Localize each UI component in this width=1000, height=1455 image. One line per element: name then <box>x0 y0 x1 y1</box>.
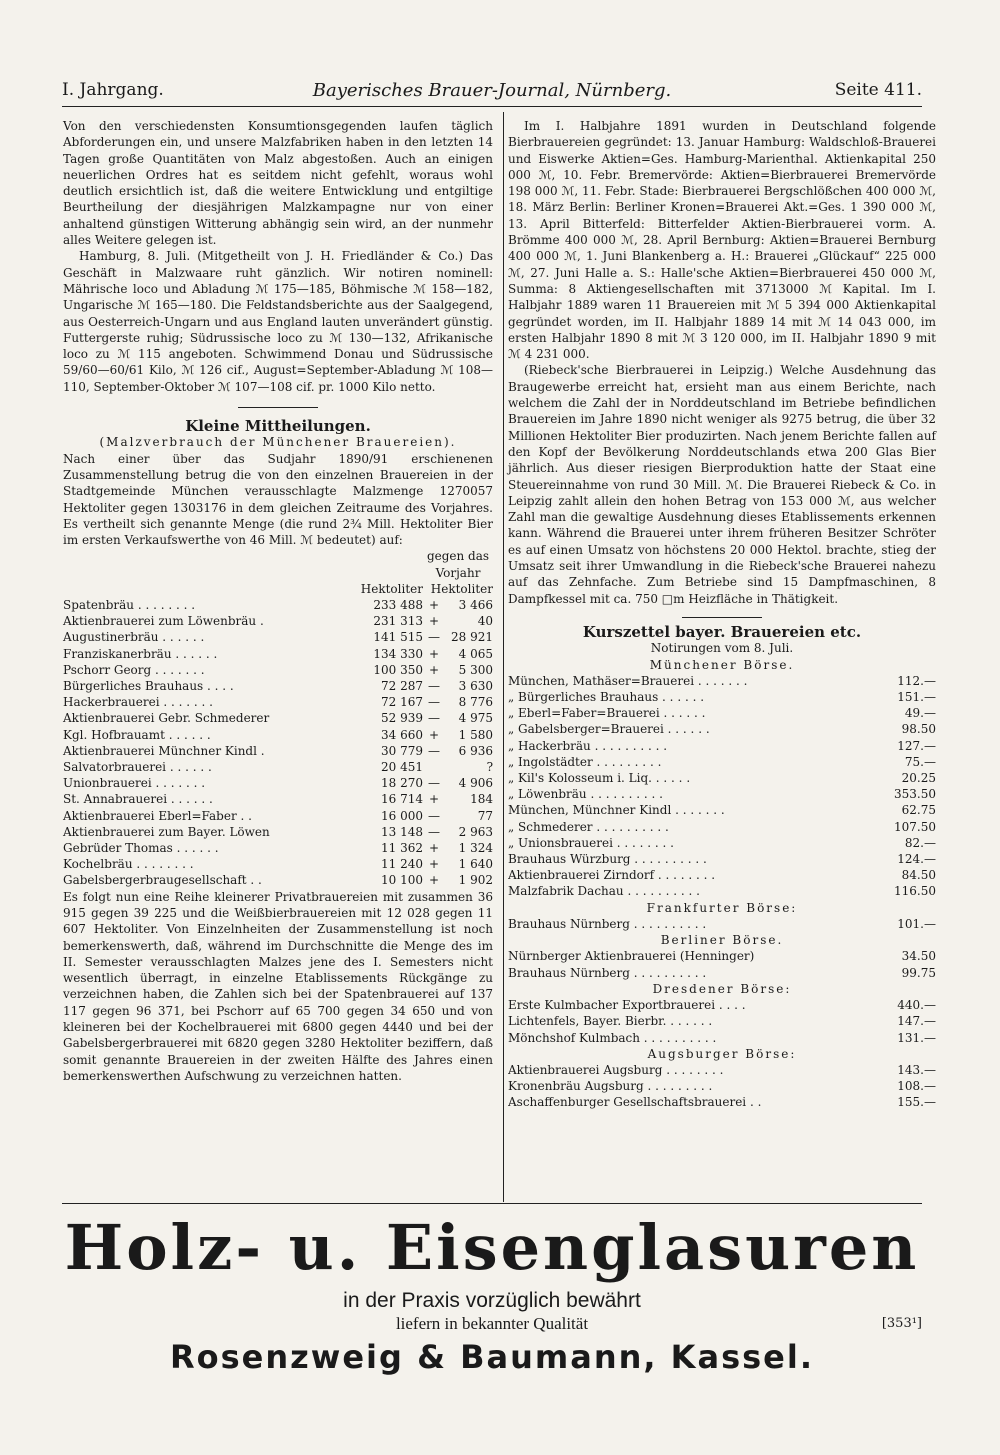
change-sign: — <box>428 679 440 694</box>
quote-name: „ Eberl=Faber=Brauerei . . . . . . <box>508 706 706 721</box>
quote-name: „ Unionsbrauerei . . . . . . . . <box>508 835 674 850</box>
quote-row <box>508 883 936 899</box>
quote-row <box>508 965 936 981</box>
ad-line-1: in der Praxis vorzüglich bewährt <box>343 1289 641 1312</box>
page-number: Seite 411. <box>834 80 922 100</box>
quote-value: 155.— <box>897 1095 936 1110</box>
quote-value: 62.75 <box>901 803 936 818</box>
brewery-name: Salvatorbrauerei . . . . . . <box>63 760 212 775</box>
quote-name: Brauhaus Würzburg . . . . . . . . . . <box>508 852 707 867</box>
quote-name: „ Kil's Kolosseum i. Liq. . . . . . <box>508 771 691 786</box>
exchange-frankfurt: Frankfurter Börse: <box>646 900 798 915</box>
quote-name: Erste Kulmbacher Exportbrauerei . . . . <box>508 998 746 1013</box>
table-row <box>63 808 493 824</box>
quotation-date: Notirungen vom 8. Juli. <box>650 641 794 656</box>
hectoliter-value: 13 148 <box>381 824 423 839</box>
table-row <box>63 613 493 629</box>
change-value: 4 065 <box>458 646 493 661</box>
change-value: 2 963 <box>458 824 493 839</box>
quote-name: Mönchshof Kulmbach . . . . . . . . . . <box>508 1030 717 1045</box>
malt-report-paragraph: Von den verschiedensten Konsumtionsgegenden laufen täglich Abforderungen ein, und unsere Malzfabriken haben in den letzten 14 Tagen große Quantitäten von Malz abgestoßen. Auch an einigen neuerlichen Ordres hat es seitdem nicht gefehlt, woraus wohl deutlich ersichtlich ist, daß die weitere Entwicklung und entgiltige Beurtheilung der diesjährigen Malzkampagne nur von einer anhaltend günstigen Witterung abhängig sein wird, an der nunmehr alles Weitere gelegen ist. <box>63 119 493 248</box>
exchange-muenchen: Münchener Börse. <box>649 657 795 672</box>
change-sign: — <box>428 824 440 839</box>
table-row <box>63 759 493 775</box>
quote-row <box>508 997 936 1013</box>
riebeck-paragraph: (Riebeck'sche Bierbrauerei in Leipzig.) Welche Ausdehnung das Braugewerbe erreicht hat, ersieht man aus einem Berichte, nach welchem die Zahl der in Norddeutschland im Betriebe befindlichen Brauereien im Jahre 1890 nicht weniger als 9275 betrug, die über 32 Millionen Hektoliter Bier produzirten. Nach jenem Berichte fallen auf den Kopf der Bevölkerung Norddeutschlands etwa 200 Glas Bier jährlich. Aus dieser riesigen Bierproduktion hatte der Staat eine Steuereinnahme von rund 30 Mill. ℳ. Die Brauerei Riebeck & Co. in Leipzig zahlt allein den hohen Betrag von 153 000 ℳ, aus welcher Zahl man die gewaltige Ausdehnung dieses Etablissements erkennen kann. Während die Brauerei unter ihrem früheren Besitzer Schröter es auf einen Umsatz von höchstens 20 000 Hektol. brachte, stieg der Umsatz seit ihrer Umwandlung in die Riebeck'sche Brauerei nahezu auf das Zehnfache. Zum Betriebe sind 15 Dampfmaschinen, 8 Dampfkessel mit ca. 750 □m Heizfläche in Thätigkeit. <box>508 363 936 606</box>
change-sign: — <box>428 808 440 823</box>
change-value: 1 902 <box>458 873 493 888</box>
journal-title: Bayerisches Brauer-Journal, Nürnberg. <box>312 80 672 101</box>
quote-value: 151.— <box>897 690 936 704</box>
advertisement <box>62 1208 922 1408</box>
change-sign: + <box>428 646 440 661</box>
brewery-name: Aktienbrauerei Münchner Kindl . <box>63 743 265 758</box>
quote-name: „ Ingolstädter . . . . . . . . . <box>508 754 662 769</box>
quote-name: Nürnberger Aktienbrauerei (Henninger) <box>508 949 755 964</box>
quote-value: 143.— <box>897 1063 936 1078</box>
quote-value: 112.— <box>897 673 936 688</box>
table-row <box>63 694 493 710</box>
hectoliter-value: 20 451 <box>381 760 423 775</box>
quote-row <box>508 770 936 786</box>
quote-value: 98.50 <box>901 722 936 737</box>
quote-row <box>508 721 936 737</box>
change-value: 1 640 <box>458 857 493 872</box>
hectoliter-value: 11 362 <box>381 841 423 856</box>
hectoliter-value: 233 488 <box>373 598 423 613</box>
change-value: 28 921 <box>451 630 493 645</box>
hectoliter-value: 72 287 <box>381 679 423 694</box>
hectoliter-value: 10 100 <box>381 873 423 888</box>
hectoliter-value: 16 714 <box>381 792 423 807</box>
brewery-name: Aktienbrauerei zum Bayer. Löwen <box>63 824 270 839</box>
hectoliter-value: 141 515 <box>373 630 423 645</box>
brewery-name: Aktienbrauerei zum Löwenbräu . <box>63 614 264 629</box>
change-sign: — <box>428 743 440 758</box>
section-divider-right <box>682 617 762 618</box>
quote-value: 49.— <box>904 706 936 721</box>
section-title-kurszettel: Kurszettel bayer. Brauereien etc. <box>582 622 862 641</box>
table-row <box>63 727 493 743</box>
exchange-augsburg: Augsburger Börse: <box>647 1046 797 1061</box>
brewery-name: Unionbrauerei . . . . . . . <box>63 776 206 791</box>
section-divider <box>238 407 318 408</box>
change-value: 184 <box>470 792 493 807</box>
table-row <box>63 662 493 678</box>
change-value: 1 580 <box>458 727 493 742</box>
quote-value: 107.50 <box>894 819 936 834</box>
quote-row <box>508 673 936 689</box>
hamburg-report-paragraph: Hamburg, 8. Juli. (Mitgetheilt von J. H. Friedländer & Co.) Das Geschäft in Malzwaare ruht gänzlich. Wir notiren nominell: Mährische loco und Abladung ℳ 175—185, Böhmische ℳ 158—182, Ungarische ℳ 165—180. Die Feldstandsberichte aus der Saalgegend, aus Oesterreich-Ungarn und aus England lauten unverändert günstig. Futtergerste ruhig; Südrussische loco zu ℳ 130—132, Afrikanische loco zu ℳ 115 angeboten. Schwimmend Donau und Südrussische 59/60—60/61 Kilo, ℳ 126 cif., August=September-Abladung ℳ 108—110, September-Oktober ℳ 107—108 cif. pr. 1000 Kilo netto. <box>63 249 493 394</box>
quote-row <box>508 948 936 964</box>
quote-name: „ Hackerbräu . . . . . . . . . . <box>508 738 668 753</box>
quotes-augsburg <box>508 1062 936 1111</box>
header-rule <box>62 106 922 107</box>
change-sign: + <box>428 662 440 677</box>
quote-row <box>508 1062 936 1078</box>
page-header <box>62 80 922 106</box>
quotes-berlin <box>508 948 936 980</box>
brewery-name: St. Annabrauerei . . . . . . <box>63 792 213 807</box>
change-sign: + <box>428 598 440 613</box>
table-row <box>63 710 493 726</box>
quote-row <box>508 705 936 721</box>
quote-name: Malzfabrik Dachau . . . . . . . . . . <box>508 884 700 899</box>
hectoliter-header: Hektoliter <box>360 581 423 596</box>
brewery-name: Aktienbrauerei Eberl=Faber . . <box>63 808 252 823</box>
subsection-title: (Malzverbrauch der Münchener Brauereien). <box>99 435 457 450</box>
change-sign: + <box>428 614 440 629</box>
column-divider <box>503 112 504 1202</box>
brewery-name: Spatenbräu . . . . . . . . <box>63 598 196 613</box>
change-sign: — <box>428 630 440 645</box>
hectoliter-value: 11 240 <box>381 857 423 872</box>
change-value: 3 630 <box>458 679 493 694</box>
quote-value: 147.— <box>897 1014 936 1029</box>
hectoliter-value: 100 350 <box>373 662 423 677</box>
table-row <box>63 597 493 613</box>
quote-name: Brauhaus Nürnberg . . . . . . . . . . <box>508 916 707 931</box>
change-value: 40 <box>477 614 493 629</box>
change-value: 1 324 <box>458 841 493 856</box>
quote-value: 99.75 <box>901 965 936 980</box>
hectoliter-value: 231 313 <box>373 614 423 629</box>
brewery-name: Kgl. Hofbrauamt . . . . . . <box>63 727 211 742</box>
table-row <box>63 743 493 759</box>
change-sign: — <box>428 776 440 791</box>
quote-name: „ Löwenbräu . . . . . . . . . . <box>508 787 663 802</box>
brewery-name: Aktienbrauerei Gebr. Schmederer <box>63 711 270 726</box>
table-row <box>63 629 493 645</box>
quote-value: 353.50 <box>894 787 936 802</box>
quote-value: 20.25 <box>901 771 936 786</box>
change-sign: — <box>428 711 440 726</box>
right-column <box>508 118 936 1111</box>
table-row <box>63 872 493 888</box>
quote-name: Aschaffenburger Gesellschaftsbrauerei . . <box>508 1095 762 1110</box>
table-row <box>63 791 493 807</box>
quote-value: 127.— <box>897 738 936 753</box>
brewery-name: Kochelbräu . . . . . . . . <box>63 857 194 872</box>
table-row <box>63 678 493 694</box>
exchange-berlin: Berliner Börse. <box>660 933 784 948</box>
quote-name: „ Bürgerliches Brauhaus . . . . . . <box>508 690 705 704</box>
change-value: 6 936 <box>458 743 493 758</box>
quote-row <box>508 802 936 818</box>
quote-row <box>508 689 936 705</box>
hectoliter-header-2: Hektoliter <box>430 581 493 596</box>
section-title-kleine-mittheilungen: Kleine Mittheilungen. <box>185 417 371 436</box>
quotes-muenchen <box>508 673 936 900</box>
table-row <box>63 775 493 791</box>
change-value: ? <box>486 760 493 775</box>
ad-company: Rosenzweig & Baumann, Kassel. <box>170 1338 814 1376</box>
table-row <box>63 824 493 840</box>
prev-year-header: gegen das Vorjahr <box>426 549 490 580</box>
quote-row <box>508 1030 936 1046</box>
ad-line-2: liefern in bekannter Qualität <box>395 1314 589 1333</box>
quote-value: 131.— <box>897 1030 936 1045</box>
quote-name: Aktienbrauerei Augsburg . . . . . . . . <box>508 1063 724 1078</box>
hectoliter-value: 34 660 <box>381 727 423 742</box>
change-sign: + <box>428 841 440 856</box>
brewery-name: Franziskanerbräu . . . . . . <box>63 646 218 661</box>
quote-name: „ Gabelsberger=Brauerei . . . . . . <box>508 722 710 737</box>
hectoliter-value: 72 167 <box>381 695 423 710</box>
quote-name: Brauhaus Nürnberg . . . . . . . . . . <box>508 965 707 980</box>
quotes-frankfurt <box>508 916 936 932</box>
quotes-dresden <box>508 997 936 1046</box>
brewery-name: Gebrüder Thomas . . . . . . <box>63 841 219 856</box>
table-row <box>63 840 493 856</box>
brewery-name: Pschorr Georg . . . . . . . <box>63 662 205 677</box>
change-value: 4 975 <box>458 711 493 726</box>
quote-value: 108.— <box>897 1079 936 1094</box>
change-sign <box>423 759 445 775</box>
quote-value: 75.— <box>904 754 936 769</box>
change-sign: + <box>428 792 440 807</box>
ad-title: Holz- u. Eisenglasuren <box>64 1211 920 1284</box>
volume-label: I. Jahrgang. <box>62 80 164 100</box>
quote-value: 82.— <box>904 835 936 850</box>
brewery-name: Hackerbrauerei . . . . . . . <box>63 695 213 710</box>
quote-row <box>508 916 936 932</box>
quote-name: Kronenbräu Augsburg . . . . . . . . . <box>508 1079 713 1094</box>
table-row <box>63 646 493 662</box>
quote-row <box>508 754 936 770</box>
quote-name: Aktienbrauerei Zirndorf . . . . . . . . <box>508 868 716 883</box>
quote-row <box>508 851 936 867</box>
hectoliter-value: 52 939 <box>381 711 423 726</box>
quote-value: 101.— <box>897 916 936 931</box>
ad-reference: [353¹] <box>881 1316 922 1331</box>
left-column <box>63 118 493 1084</box>
change-sign: + <box>428 857 440 872</box>
quote-row <box>508 867 936 883</box>
founding-paragraph: Im I. Halbjahre 1891 wurden in Deutschland folgende Bierbrauereien gegründet: 13. Januar Hamburg: Waldschloß-Brauerei und Eiswerke Aktien=Ges. Hamburg-Marienthal. Aktienkapital 250 000 ℳ, 10. Febr. Bremervörde: Aktien=Bierbrauerei Bremervörde 198 000 ℳ, 11. Febr. Stade: Bierbrauerei Bergschlößchen 400 000 ℳ, 18. März Berlin: Berliner Kronen=Brauerei Akt.=Ges. 1 390 000 ℳ, 13. April Bitterfeld: Bitterfelder Aktien-Bierbrauerei vorm. A. Brömme 400 000 ℳ, 28. April Bernburg: Aktien=Brauerei Bernburg 400 000 ℳ, 1. Juni Blankenberg a. H.: Brauerei „Glückauf“ 225 000 ℳ, 27. Juni Halle a. S.: Halle'sche Aktien=Bierbrauerei 450 000 ℳ, Summa: 8 Aktiengesellschaften mit 3713000 ℳ Kapital. Im I. Halbjahr 1889 waren 11 Brauereien mit ℳ 5 394 000 Aktienkapital gegründet worden, im II. Halbjahr 1889 14 mit ℳ 14 043 000, im ersten Halbjahr 1890 8 mit ℳ 3 120 000, im II. Halbjahr 1890 9 mit ℳ 4 231 000. <box>508 119 936 362</box>
brewery-name: Augustinerbräu . . . . . . <box>63 630 205 645</box>
brewery-name: Bürgerliches Brauhaus . . . . <box>63 679 234 694</box>
quote-row <box>508 738 936 754</box>
quote-value: 84.50 <box>901 868 936 883</box>
quote-row <box>508 1094 936 1110</box>
change-sign: — <box>428 695 440 710</box>
quote-name: München, Mathäser=Brauerei . . . . . . . <box>508 673 748 688</box>
brewery-name: Gabelsbergerbraugesellschaft . . <box>63 873 262 888</box>
hectoliter-value: 16 000 <box>381 808 423 823</box>
ad-top-rule <box>62 1203 922 1204</box>
change-value: 77 <box>477 808 493 823</box>
quote-value: 440.— <box>897 998 936 1013</box>
change-sign: + <box>428 727 440 742</box>
table-row <box>63 856 493 872</box>
change-value: 4 906 <box>458 776 493 791</box>
quote-row <box>508 1013 936 1029</box>
hectoliter-value: 30 779 <box>381 743 423 758</box>
quote-row <box>508 819 936 835</box>
change-sign: + <box>428 873 440 888</box>
quote-value: 34.50 <box>901 949 936 964</box>
quote-name: München, Münchner Kindl . . . . . . . <box>508 803 725 818</box>
quote-row <box>508 786 936 802</box>
change-value: 3 466 <box>458 598 493 613</box>
hectoliter-value: 18 270 <box>381 776 423 791</box>
brewery-table <box>63 548 493 888</box>
malt-consumption-paragraph: Nach einer über das Sudjahr 1890/91 erschienenen Zusammenstellung betrug die von den einzelnen Brauereien in der Stadtgemeinde München verausschlagte Malzmenge 1270057 Hektoliter gegen 1303176 in dem gleichen Zeitraume des Vorjahres. Es vertheilt sich genannte Menge (die rund 2¾ Mill. Hektoliter Bier im ersten Verkaufswerthe von 46 Mill. ℳ bedeutet) auf: <box>63 451 493 548</box>
quote-row <box>508 1078 936 1094</box>
hectoliter-value: 134 330 <box>373 646 423 661</box>
quote-value: 124.— <box>897 852 936 867</box>
quote-name: „ Schmederer . . . . . . . . . . <box>508 819 669 834</box>
quote-value: 116.50 <box>894 884 936 899</box>
change-value: 8 776 <box>458 695 493 710</box>
quote-name: Lichtenfels, Bayer. Bierbr. . . . . . . <box>508 1014 713 1029</box>
exchange-dresden: Dresdener Börse: <box>652 981 792 996</box>
private-breweries-paragraph: Es folgt nun eine Reihe kleinerer Privatbrauereien mit zusammen 36 915 gegen 39 225 und die Weißbierbrauereien mit 12 028 gegen 11 607 Hektoliter. Von Einzelnheiten der Zusammenstellung ist noch bemerkenswerth, daß, während im Durchschnitte die Menge des im II. Semester verausschlagten Malzes jene des I. Semesters nicht wesentlich überragt, in einzelne Etablissements Rückgänge zu verzeichnen haben, die Zahlen sich bei der Spatenbrauerei auf 137 117 gegen 96 371, bei Pschorr auf 65 700 gegen 34 650 und von kleineren bei der Kochelbrauerei mit 6800 gegen 4440 und bei der Gabelsbergerbrauerei mit 6820 gegen 3280 Hektoliter beziffern, daß somit genannte Brauereien in der zweiten Hälfte des Jahres einen bemerkenswerthen Aufschwung zu verzeichnen hatten. <box>63 889 493 1083</box>
quote-row <box>508 835 936 851</box>
change-value: 5 300 <box>458 662 493 677</box>
